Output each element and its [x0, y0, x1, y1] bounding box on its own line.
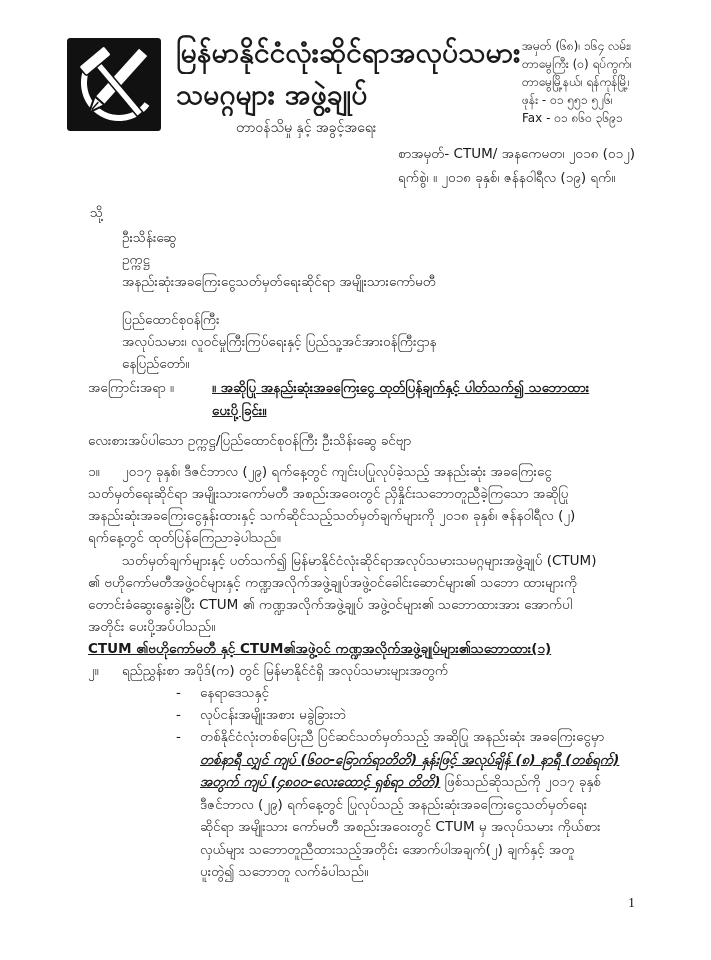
- letter-reference: စာအမှတ်- CTUM/ အနကေမတ၊ ၂၀၁၈ (၀၁၂): [398, 146, 635, 162]
- bullet-line: လှယ်များ သဘောတူညီထားသည့်အတိုင်း အောက်ပါအချက်(၂) ချက်နှင့် အတူ: [200, 842, 575, 858]
- subject-line-1: ။ အဆိုပြု အနည်းဆုံးအခကြေးငွေ ထုတ်ပြန်ချက်နှင့် ပါတ်သက်၍ သဘောထား: [212, 380, 590, 396]
- address-line: တာမွေမြို့နယ်၊ ရန်ကုန်မြို့၊: [522, 75, 630, 89]
- bullet-line: တစ်နိုင်ငံလုံးတစ်ပြေးညီ ပြင်ဆင်သတ်မှတ်သည့် အဆိုပြု အနည်းဆုံး အခကြေးငွေမှာ: [200, 729, 605, 745]
- subject-label: အကြောင်းအရာ ။: [88, 380, 175, 396]
- item-number: ၂။: [88, 663, 99, 679]
- paragraph-number: ၁။: [88, 464, 100, 480]
- item-intro: ရည်ညွှန်းစာ အပိုဒ်(က) တွင် မြန်မာနိုင်ငံရှိ အလုပ်သမားများအတွက်: [122, 663, 449, 679]
- recipient-ministry: အလုပ်သမား၊ လူဝင်မှုကြီးကြပ်ရေးနှင့် ပြည်သူ့အင်အားဝန်ကြီးဌာန: [122, 334, 437, 350]
- org-name-line-1: မြန်မာနိုင်ငံလုံးဆိုင်ရာအလုပ်သမား: [176, 36, 521, 69]
- letter-date: ရက်စွဲ၊ ။ ၂၀၁၈ ခုနှစ်၊ ဇန်နဝါရီလ (၁၉) ရက်။: [398, 170, 616, 186]
- wage-rate-emphasis: တစ်နာရီ လျှင် ကျပ် (၆၀၀-ခြောက်ရာတိတိ) နှန်းဖြင့် အလုပ်ချိန် (၈) နာရီ (တစ်ရက်): [200, 752, 620, 768]
- fax-line: Fax - ၀၁ ၈၆၀ ၃၆၉၁: [522, 111, 623, 125]
- paragraph-line: အတိုင်း ပေးပို့အပ်ပါသည်။: [88, 619, 216, 635]
- section-heading: CTUM ၏ဗဟိုကော်မတီ နှင့် CTUM၏အဖွဲ့ဝင် ကဏ္ဍအလိုက်အဖွဲ့ချုပ်များ၏သဘောထား(၁): [88, 641, 552, 657]
- address-line: အမှတ် (၆၈)၊ ၁၆၄ လမ်း၊: [522, 39, 632, 53]
- recipient-city: နေပြည်တော်။: [122, 356, 190, 372]
- bullet-line-rest: ဖြစ်သည်ဆိုသည်ကို ၂၀၁၇ ခုနှစ်: [440, 774, 601, 790]
- bullet-item: လုပ်ငန်းအမျိုးအစား မခွဲခြားဘဲ: [200, 707, 347, 723]
- bullet-marker: -: [176, 707, 181, 723]
- paragraph-line: သတ်မှတ်ရေးဆိုင်ရာ အမျိုးသားကော်မတီ အစည်းအဝေးတွင် ညှိနှိုင်းသဘောတူညီခဲ့ကြသော အဆိုပြု: [88, 486, 569, 502]
- bullet-marker: -: [176, 729, 181, 745]
- daily-wage-emphasis: အတွက် ကျပ် (၄၈၀၀-လေးထောင့် ရှစ်ရာ တိတိ): [200, 774, 441, 790]
- org-name-line-2: သမဂ္ဂများ အဖွဲ့ချုပ်: [176, 78, 368, 111]
- paragraph-line: ရက်နေ့တွင် ထုတ်ပြန်ကြေညာခဲ့ပါသည်။: [88, 530, 281, 546]
- paragraph-line: အနည်းဆုံးအခကြေးငွေနှန်းထားနှင့် သက်ဆိုင်သည့်သတ်မှတ်ချက်များကို ၂၀၁၈ ခုနှစ်၊ ဇန်နဝါရီလ (၂): [88, 508, 576, 524]
- recipient-committee: အနည်းဆုံးအခကြေးငွေသတ်မှတ်ရေးဆိုင်ရာ အမျိုးသားကော်မတီ: [122, 274, 436, 290]
- bullet-item: နေရာဒေသနှင့်: [200, 685, 269, 701]
- paragraph-line: တောင်းခံဆွေးနွေးခဲ့ပြီး CTUM ၏ ကဏ္ဍအလိုက်အဖွဲ့ချုပ် အဖွဲ့ဝင်များ၏ သဘောထားအား အောက်ပါ: [88, 597, 573, 613]
- address-line: တာမွေကြီး (၀) ရပ်ကွက်၊: [522, 57, 632, 71]
- recipient-name: ဦးသိန်းဆွေ: [122, 230, 177, 246]
- paragraph-line: သတ်မှတ်ချက်များနှင့် ပတ်သက်၍ မြန်မာနိုင်ငံလုံးဆိုင်ရာအလုပ်သမားသမဂ္ဂများအဖွဲ့ချုပ် (CTUM): [122, 553, 597, 569]
- org-motto: တာဝန်သိမှု နှင့် အခွင့်အရေး: [236, 120, 377, 136]
- recipient-title: ဥက္ကဋ္ဌ: [122, 252, 151, 268]
- bullet-marker: -: [176, 685, 181, 701]
- bullet-line: ဒီဇင်ဘာလ (၂၉) ရက်နေ့တွင် ပြုလုပ်သည့် အနည်းဆုံးအခကြေးငွေသတ်မှတ်ရေး: [200, 797, 588, 813]
- paragraph-line: ၂၀၁၇ ခုနှစ်၊ ဒီဇင်ဘာလ (၂၉) ရက်နေ့တွင် ကျင်းပပြုလုပ်ခဲ့သည့် အနည်းဆုံး အခကြေးငွေ: [122, 464, 552, 480]
- paragraph-line: ၏ ဗဟိုကော်မတီအဖွဲ့ဝင်များနှင့် ကဏ္ဍအလိုက်အဖွဲ့ချုပ်အဖွဲ့ဝင်ခေါင်းဆောင်များ၏ သဘော ထားများကို: [88, 575, 578, 591]
- to-label: သို့: [90, 205, 104, 221]
- ctum-logo: [67, 38, 161, 131]
- bullet-line: ပူးတွဲ၍ သဘောတူ လက်ခံပါသည်။: [200, 864, 369, 880]
- recipient-title-2: ပြည်ထောင်စုဝန်ကြီး: [122, 312, 220, 328]
- phone-line: ဖုန်း - ၀၁ ၅၅၁ ၅၂၆၊: [522, 93, 613, 107]
- subject-line-2: ပေးပို့ခြင်း။: [212, 403, 267, 419]
- bullet-line-mixed: [200, 772, 658, 793]
- bullet-line: ဆိုင်ရာ အမျိုးသား ကော်မတီ အစည်းအဝေးတွင် CTUM မှ အလုပ်သမား ကိုယ်စား: [200, 819, 601, 835]
- page-number: 1: [628, 896, 635, 911]
- salutation: လေးစားအပ်ပါသော ဥက္ကဋ္ဌ/ပြည်ထောင်စုဝန်ကြီး ဦးသိန်းဆွေ ခင်ဗျာ: [88, 433, 412, 449]
